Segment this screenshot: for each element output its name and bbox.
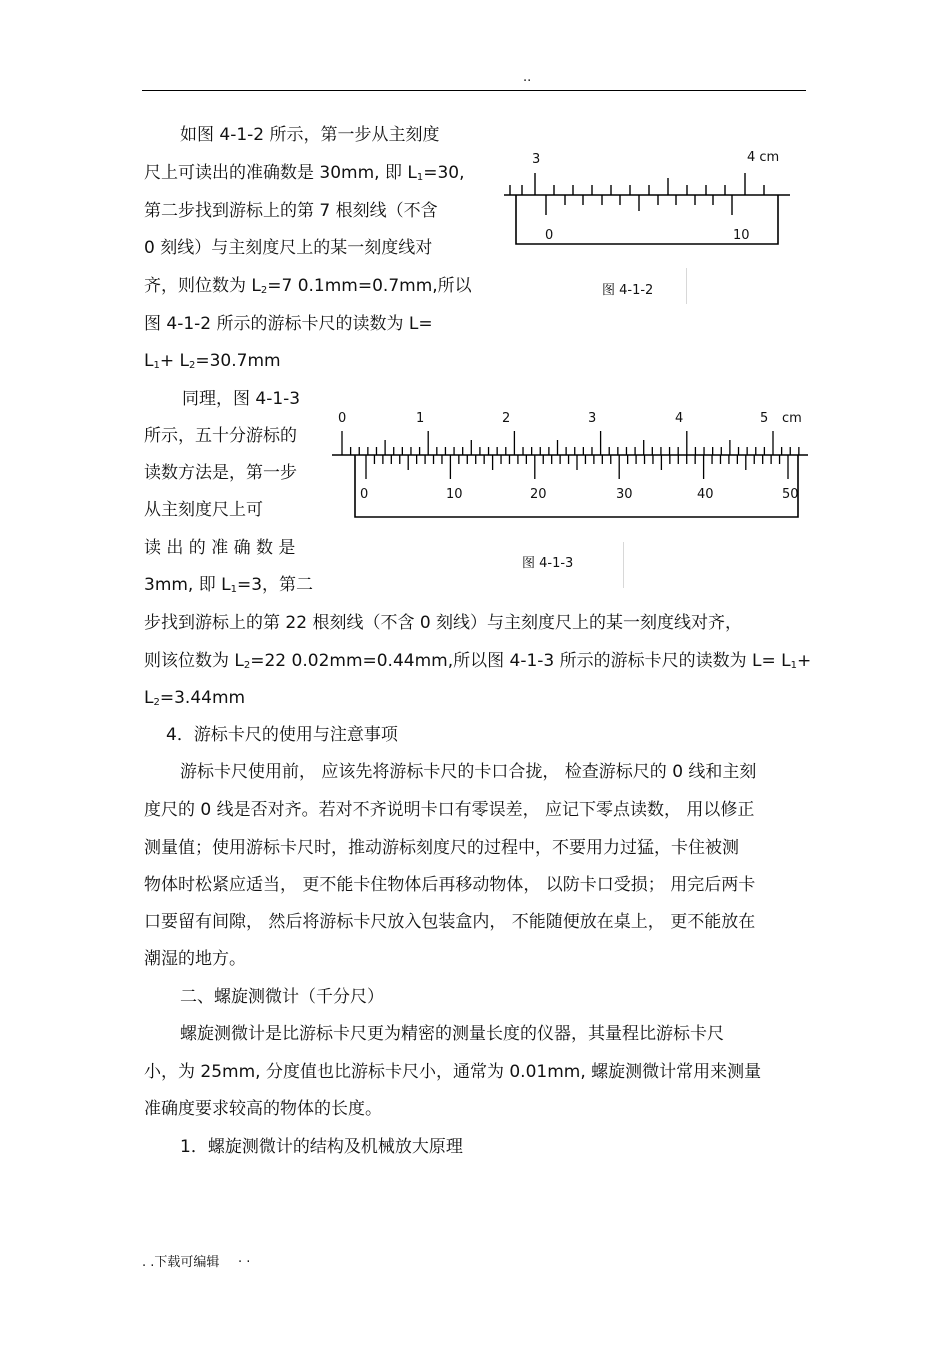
p3-line5: 口要留有间隙， 然后将游标卡尺放入包装盒内， 不能随便放在桌上， 更不能放在 xyxy=(144,912,756,932)
p2-line9 xyxy=(144,688,245,713)
footer-right: . . xyxy=(238,1251,251,1266)
p2-line8 xyxy=(144,651,811,676)
fig2-vernier-label-30: 30 xyxy=(616,487,633,502)
fig1-vernier-ticks xyxy=(546,195,732,215)
p2-line9b: =3.44mm xyxy=(159,688,246,708)
p1-line5a: 齐，则位数为 L xyxy=(144,276,261,296)
fig2-main-label-0: 0 xyxy=(338,411,347,426)
p1-line7-sub2: 2 xyxy=(188,360,196,371)
p2-line9a: L xyxy=(144,688,154,708)
p1-line7b: + L xyxy=(159,351,189,371)
p1-line5-sub: 2 xyxy=(260,285,268,296)
p1-line2-tail: =30, xyxy=(423,163,465,183)
fig1-main-label-3: 3 xyxy=(532,152,541,167)
p2-line1: 同理，图 4-1-3 xyxy=(182,389,301,409)
fig1-main-label-4cm: 4 cm xyxy=(747,150,780,165)
p2-line6b: =3，第二 xyxy=(237,575,314,595)
p2-line5: 读 出 的 准 确 数 是 xyxy=(144,538,296,558)
p3-line6: 潮湿的地方。 xyxy=(144,949,246,969)
p2-line8a: 则该位数为 L xyxy=(144,651,244,671)
fig2-main-label-5: 5 xyxy=(760,411,769,426)
p2-line6a: 3mm, 即 L xyxy=(144,575,231,595)
p1-line7-sub1: 1 xyxy=(153,360,160,371)
fig2-main-labels xyxy=(338,411,802,426)
p3-line3: 测量值；使用游标卡尺时，推动游标刻度尺的过程中，不要用力过猛，卡住被测 xyxy=(144,838,739,858)
section-4-heading: 4．游标卡尺的使用与注意事项 xyxy=(166,725,398,745)
p2-line3: 读数方法是，第一步 xyxy=(144,463,297,483)
p1-line5 xyxy=(144,276,472,301)
fig2-main-label-2: 2 xyxy=(502,411,511,426)
fig2-unit: cm xyxy=(782,411,802,426)
p1-line7c: =30.7mm xyxy=(195,351,281,371)
p1-line2 xyxy=(144,163,465,188)
p4-line1: 螺旋测微计是比游标卡尺更为精密的测量长度的仪器，其量程比游标卡尺 xyxy=(180,1024,724,1044)
vernier-figure-4-1-2 xyxy=(500,145,800,255)
vernier-figure-4-1-3 xyxy=(330,405,810,525)
p1-line7a: L xyxy=(144,351,154,371)
fig1-main-ticks xyxy=(510,173,764,195)
footer-left: . .下载可编辑 xyxy=(142,1255,220,1270)
p1-line1: 如图 4-1-2 所示，第一步从主刻度 xyxy=(180,125,440,145)
p1-line2-text: 尺上可读出的准确数是 30mm, 即 L xyxy=(144,163,417,183)
p1-line7 xyxy=(144,351,281,376)
fig2-vernier-label-10: 10 xyxy=(446,487,463,502)
p3-line4: 物体时松紧应适当， 更不能卡住物体后再移动物体， 以防卡口受损； 用完后两卡 xyxy=(144,875,756,895)
p1-line3: 第二步找到游标上的第 7 根刻线（不含 xyxy=(144,201,438,221)
section-1-heading: 1．螺旋测微计的结构及机械放大原理 xyxy=(180,1137,463,1157)
fig2-vernier-ticks xyxy=(366,455,788,479)
p2-line8c: + xyxy=(797,651,812,671)
header-dots: .. xyxy=(523,70,532,85)
p2-line8-sub: 2 xyxy=(243,660,251,671)
fig2-vernier-labels xyxy=(360,487,799,502)
header-rule xyxy=(142,90,806,91)
fig1-vernier-label-10: 10 xyxy=(733,228,750,243)
p2-line7: 步找到游标上的第 22 根刻线（不含 0 刻线）与主刻度尺上的某一刻度线对齐， xyxy=(144,613,743,633)
p2-line8b: =22 0.02mm=0.44mm,所以图 4-1-3 所示的游标卡尺的读数为 L= L xyxy=(250,651,791,671)
p4-line2: 小，为 25mm, 分度值也比游标卡尺小，通常为 0.01mm, 螺旋测微计常用来测量 xyxy=(144,1062,762,1082)
fig1-vernier-label-0: 0 xyxy=(545,228,554,243)
p2-line8-sub2: 1 xyxy=(790,660,798,671)
p1-line2-sub: 1 xyxy=(416,172,424,183)
fig2-caption: 图 4-1-3 xyxy=(522,556,574,571)
p1-line6: 图 4-1-2 所示的游标卡尺的读数为 L= xyxy=(144,314,433,334)
p2-line6 xyxy=(144,575,313,600)
p1-line5b: =7 0.1mm=0.7mm,所以 xyxy=(267,276,472,296)
fig2-main-label-3: 3 xyxy=(588,411,597,426)
p3-line2: 度尺的 0 线是否对齐。若对不齐说明卡口有零误差， 应记下零点读数， 用以修正 xyxy=(144,800,755,820)
fig2-main-ticks xyxy=(342,431,799,455)
p2-line4: 从主刻度尺上可 xyxy=(144,500,263,520)
fig2-main-label-1: 1 xyxy=(416,411,425,426)
fig2-vernier-label-0: 0 xyxy=(360,487,369,502)
p2-line2: 所示，五十分游标的 xyxy=(144,426,297,446)
fig2-vernier-label-20: 20 xyxy=(530,487,547,502)
section-micrometer-heading: 二、螺旋测微计（千分尺） xyxy=(180,987,384,1007)
p1-line4: 0 刻线）与主刻度尺上的某一刻度线对 xyxy=(144,238,433,258)
p3-line1: 游标卡尺使用前， 应该先将游标卡尺的卡口合拢， 检查游标尺的 0 线和主刻 xyxy=(180,762,757,782)
p2-line6-sub: 1 xyxy=(230,584,237,595)
p4-line3: 准确度要求较高的物体的长度。 xyxy=(144,1099,382,1119)
p2-line9-sub: 2 xyxy=(153,697,160,708)
fig2-vernier-label-40: 40 xyxy=(697,487,714,502)
fig1-caption: 图 4-1-2 xyxy=(602,283,654,298)
fig2-vernier-label-50: 50 xyxy=(782,487,799,502)
fig2-main-label-4: 4 xyxy=(675,411,684,426)
